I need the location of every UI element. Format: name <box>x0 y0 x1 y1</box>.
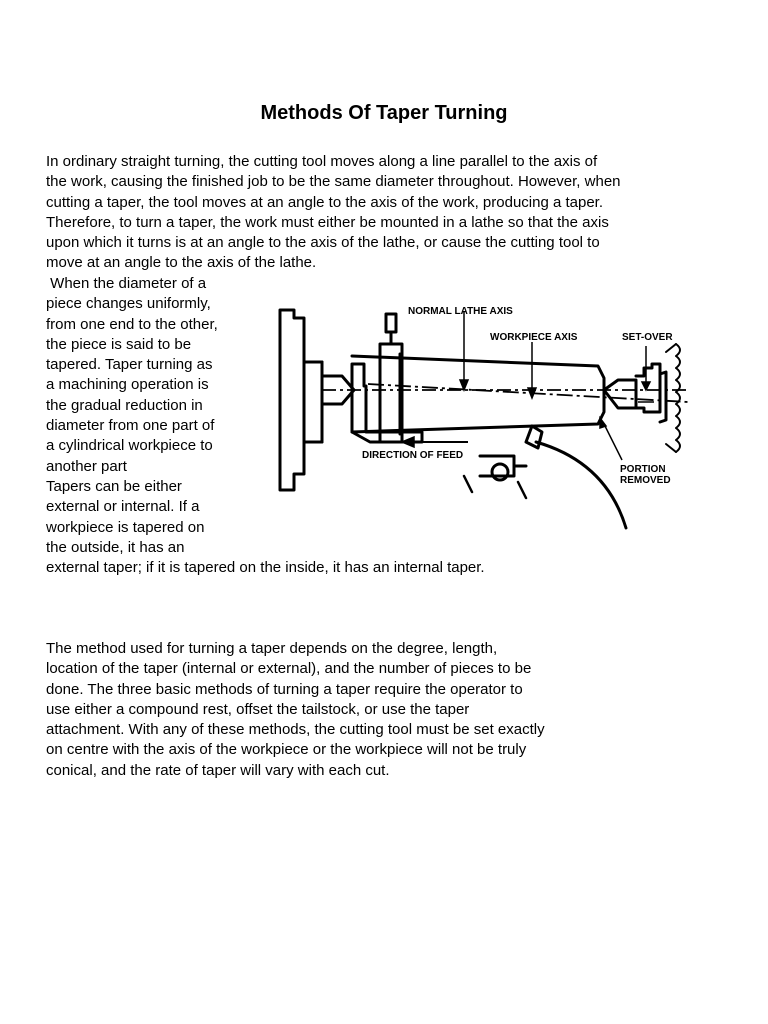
intro-paragraph <box>46 152 621 274</box>
tailstock-center <box>604 380 636 408</box>
text-line: done. The three basic methods of turning a taper require the operator to <box>46 680 523 698</box>
tailstock <box>636 364 660 412</box>
label-normal-lathe-axis: NORMAL LATHE AXIS <box>408 306 513 317</box>
text-line: use either a compound rest, offset the tailstock, or use the taper <box>46 700 470 718</box>
dog-screw <box>386 314 396 332</box>
faceplate <box>280 310 304 490</box>
text-line: upon which it turns is at an angle to the axis of the lathe, or cause the cutting tool to <box>46 234 600 252</box>
text-line: another part <box>46 457 127 475</box>
text-line: workpiece is tapered on <box>46 518 205 536</box>
text-line: The method used for turning a taper depends on the degree, length, <box>46 640 498 657</box>
text-line: the work, causing the finished job to be the same diameter throughout. However, when <box>46 173 621 191</box>
text-line: diameter from one part of <box>46 417 215 435</box>
label-workpiece-axis: WORKPIECE AXIS <box>490 332 578 343</box>
label-portion-removed: PORTION <box>620 464 666 475</box>
tool-post-knob <box>492 464 508 480</box>
text-line: piece changes uniformly, <box>46 295 211 313</box>
text-line: In ordinary straight turning, the cutting tool moves along a line parallel to the axis of <box>46 153 598 170</box>
carriage <box>536 442 626 528</box>
text-line: the piece is said to be <box>46 335 192 353</box>
page-title: Methods Of Taper Turning <box>260 102 508 124</box>
text-line: conical, and the rate of taper will vary with each cut. <box>46 761 390 779</box>
text-line: move at an angle to the axis of the lathe. <box>46 254 317 272</box>
text-line: the outside, it has an <box>46 538 185 556</box>
taper-turning-diagram <box>268 292 692 574</box>
text-line: When the diameter of a <box>46 275 207 292</box>
text-line: cutting a taper, the tool moves at an angle to the axis of the work, producing a taper. <box>46 193 604 211</box>
text-line: a machining operation is <box>46 376 209 394</box>
text-line: external taper; if it is tapered on the inside, it has an internal taper. <box>46 559 485 577</box>
lathe-illustration <box>268 292 692 574</box>
taper-method-paragraph <box>46 639 545 781</box>
text-line: attachment. With any of these methods, the cutting tool must be set exactly <box>46 721 545 739</box>
cutting-tool <box>526 426 542 448</box>
text-line: a cylindrical workpiece to <box>46 437 213 455</box>
text-line: external or internal. If a <box>46 498 200 516</box>
text-line: tapered. Taper turning as <box>46 356 213 374</box>
label-portion-removed-line2: REMOVED <box>620 475 671 486</box>
label-direction-of-feed: DIRECTION OF FEED <box>362 450 464 461</box>
text-line: Tapers can be either <box>46 477 182 495</box>
workpiece <box>352 356 604 432</box>
text-line: Therefore, to turn a taper, the work must either be mounted in a lathe so that the axis <box>46 213 609 231</box>
text-line: the gradual reduction in <box>46 396 203 414</box>
text-line: on centre with the axis of the workpiece or the workpiece will not be truly <box>46 741 527 759</box>
workpiece-axis <box>368 384 688 402</box>
label-set-over: SET-OVER <box>622 332 673 343</box>
text-line: from one end to the other, <box>46 315 218 333</box>
text-line: location of the taper (internal or external), and the number of pieces to be <box>46 660 532 678</box>
